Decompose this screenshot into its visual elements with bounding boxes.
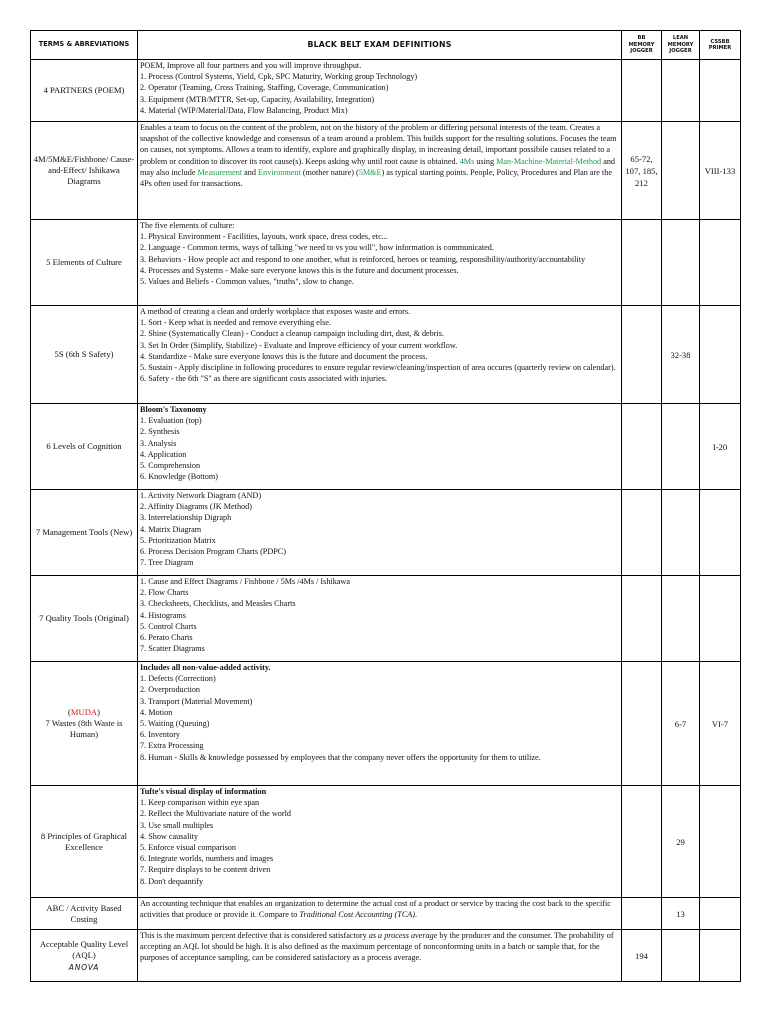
- definition-line: 1. Cause and Effect Diagrams / Fishbone / 5Ms /4Ms / Ishikawa: [140, 577, 350, 586]
- definitions-page: [30, 30, 740, 982]
- definition-line: 1. Activity Network Diagram (AND): [140, 491, 262, 500]
- definition-cell: [138, 576, 622, 662]
- term-text: 7 Wastes (8th Waste is Human): [45, 718, 123, 739]
- term-cell: 5S (6th S Safety): [31, 306, 138, 404]
- definition-cell: [138, 306, 622, 404]
- definition-cell: [138, 220, 622, 306]
- table-row: [31, 930, 741, 982]
- primer-ref-cell: [700, 898, 741, 930]
- definition-line: 7. Scatter Diagrams: [140, 644, 205, 654]
- definition-line: 3. Behaviors - How people act and respond to one another, what is reinforced, heroes or teaming, responsibility/authority/accountability: [140, 254, 586, 264]
- definition-cell: [138, 60, 622, 122]
- definition-text: .: [415, 910, 418, 920]
- lean-ref-cell: 32-38: [662, 306, 700, 404]
- definition-line: 6. Perato Charts: [140, 633, 193, 643]
- definition-text: This is the maximum percent defective that is considered satisfactory: [140, 931, 369, 940]
- term-cell: 4 PARTNERS (POEM): [31, 60, 138, 122]
- definition-line: 6. Integrate worlds, numbers and images: [140, 854, 274, 864]
- definition-line: 3. Equipment (MTB/MTTR, Set-up, Capacity, Availability, Integration): [140, 94, 375, 104]
- highlight-environment: Environment: [258, 167, 301, 177]
- definition-line: 4. Processes and Systems - Make sure everyone knows this is the future and document processes.: [140, 265, 459, 275]
- term-paren: (: [67, 707, 71, 717]
- table-row: [31, 122, 741, 220]
- header-bb-memory-jogger: BB MEMORY JOGGER: [622, 31, 662, 60]
- primer-ref-cell: I-20: [700, 404, 741, 490]
- table-row: [31, 786, 741, 898]
- lean-ref-cell: 29: [662, 786, 700, 898]
- definition-text: (mother nature) (: [300, 167, 359, 177]
- definition-line: 2. Flow Charts: [140, 588, 189, 598]
- bb-ref-cell: [622, 576, 662, 662]
- primer-ref-cell: VIII-133: [700, 122, 741, 220]
- highlight-5me: 5M&E: [358, 167, 382, 177]
- bb-ref-cell: [622, 60, 662, 122]
- definition-line: 3. Analysis: [140, 438, 177, 448]
- definition-text: using: [474, 156, 497, 166]
- definition-line: 4. Standardize - Make sure everyone knows this is the future and document the process.: [140, 351, 428, 361]
- lean-ref-cell: [662, 930, 700, 982]
- definition-cell: [138, 490, 622, 576]
- definition-italic: Traditional Cost Accounting (TCA): [299, 910, 416, 920]
- bb-ref-cell: [622, 898, 662, 930]
- definition-line: 5. Values and Beliefs - Common values, "truths", slow to change.: [140, 277, 354, 287]
- highlight-4m-list: Man-Machine-Material-Method: [496, 156, 602, 166]
- term-cell: 5 Elements of Culture: [31, 220, 138, 306]
- definition-line: 1. Keep comparison within eye span: [140, 798, 260, 808]
- definition-line: 2. Language - Common terms, ways of talking "we need to vs you will", how information is communicated.: [140, 243, 494, 253]
- lean-ref-cell: 6-7: [662, 662, 700, 786]
- term-paren: ): [97, 707, 100, 717]
- definition-line: 2. Synthesis: [140, 427, 180, 437]
- definition-line: 4. Application: [140, 449, 187, 459]
- definition-line: 7. Extra Processing: [140, 741, 204, 751]
- definition-line: 3. Use small multiples: [140, 820, 214, 830]
- term-cell: 4M/5M&E/Fishbone/ Cause-and-Effect/ Ishikawa Diagrams: [31, 122, 138, 220]
- primer-ref-cell: [700, 490, 741, 576]
- bb-ref-cell: [622, 490, 662, 576]
- definition-line: POEM, Improve all four partners and you will improve throughput.: [140, 61, 362, 70]
- definition-line: 5. Waiting (Queuing): [140, 719, 210, 729]
- definition-line: 7. Tree Diagram: [140, 558, 194, 568]
- lean-ref-cell: [662, 60, 700, 122]
- lean-ref-cell: 13: [662, 898, 700, 930]
- header-definitions: BLACK BELT EXAM DEFINITIONS: [138, 31, 622, 60]
- definition-line: 4. Motion: [140, 707, 173, 717]
- definition-line: 8. Human - Skills & knowledge possessed by employees that the company never offers the opportunity for them to utilize.: [140, 752, 541, 762]
- term-cell: 8 Principles of Graphical Excellence: [31, 786, 138, 898]
- definition-line: 8. Don't dequantify: [140, 876, 204, 886]
- definition-line: 1. Process (Control Systems, Yield, Cpk, SPC Maturity, Working group Technology): [140, 72, 418, 82]
- definition-heading: Includes all non-value-added activity.: [140, 663, 271, 672]
- bb-ref-cell: [622, 404, 662, 490]
- term-cell: 6 Levels of Cognition: [31, 404, 138, 490]
- table-row: [31, 306, 741, 404]
- primer-ref-cell: [700, 786, 741, 898]
- header-terms: TERMS & ABREVIATIONS: [31, 31, 138, 60]
- term-cell: ABC / Activity Based Costing: [31, 898, 138, 930]
- definition-cell: [138, 122, 622, 220]
- header-cssbb-primer: CSSBB PRIMER: [700, 31, 741, 60]
- table-row: [31, 404, 741, 490]
- primer-ref-cell: [700, 60, 741, 122]
- definition-line: 1. Defects (Correction): [140, 674, 216, 684]
- term-muda: MUDA: [70, 707, 98, 717]
- lean-ref-cell: [662, 220, 700, 306]
- definition-line: 6. Safety - the 6th "S" as there are significant costs associated with injuries.: [140, 374, 388, 384]
- definition-line: 3. Transport (Material Movement): [140, 696, 253, 706]
- term-cell: [31, 930, 138, 982]
- definition-line: 5. Sustain - Apply discipline in following procedures to ensure regular review/cleaning/inspection of area occures (quarterly review on calendar).: [140, 363, 616, 373]
- definition-cell: [138, 662, 622, 786]
- lean-ref-cell: [662, 576, 700, 662]
- definition-line: 2. Shine (Systematically Clean) - Conduct a cleanup campaign including dirt, dust, & debris.: [140, 329, 445, 339]
- definition-line: 3. Interrelationship Digraph: [140, 513, 232, 523]
- primer-ref-cell: [700, 220, 741, 306]
- table-row: [31, 490, 741, 576]
- handwritten-note: ANOVA: [68, 962, 100, 972]
- highlight-measurement: Measurement: [197, 167, 243, 177]
- header-row: [31, 31, 741, 60]
- primer-ref-cell: [700, 306, 741, 404]
- term-text: Acceptable Quality Level (AQL): [39, 938, 129, 960]
- lean-ref-cell: [662, 490, 700, 576]
- definition-line: 4. Histograms: [140, 610, 186, 620]
- definition-cell: [138, 930, 622, 982]
- definition-heading: Tufte's visual display of information: [140, 787, 267, 796]
- bb-ref-cell: 194: [622, 930, 662, 982]
- term-cell: 7 Quality Tools (Original): [31, 576, 138, 662]
- primer-ref-cell: [700, 576, 741, 662]
- definition-heading: Bloom's Taxonomy: [140, 405, 207, 414]
- definition-cell: [138, 898, 622, 930]
- term-cell: 7 Management Tools (New): [31, 490, 138, 576]
- definition-line: 3. Set In Order (Simplify, Stabilize) - Evaluate and Improve efficiency of your current workflow.: [140, 340, 458, 350]
- definition-line: 1. Sort - Keep what is needed and remove everything else.: [140, 318, 331, 328]
- table-row: [31, 576, 741, 662]
- table-row: [31, 898, 741, 930]
- bb-ref-cell: 65-72, 107, 185, 212: [622, 122, 662, 220]
- highlight-4ms: 4Ms: [459, 156, 475, 166]
- definition-text: Enables a team to focus on the content of the problem, not on the history of the problem or differing personal interests of the team. Creates a snapshot of the collective knowledge and consensus of a team around a problem. This builds support for the resulting solutions. Focuses the team on causes, not symptoms. Allows a team to identify, explore and graphically display, in increasing detail, important possibile causes related to a problem or condition to discover its root cause(s). Keeps asking why until root cause is obtained.: [140, 123, 617, 166]
- definition-line: 6. Knowledge (Bottom): [140, 472, 218, 482]
- definition-line: 5. Control Charts: [140, 621, 197, 631]
- definition-line: 3. Checksheets, Checklists, and Measles Charts: [140, 599, 296, 609]
- definition-line: 2. Affinity Diagrams (JK Method): [140, 502, 252, 512]
- lean-ref-cell: [662, 122, 700, 220]
- definition-text: and may also include: [140, 156, 616, 177]
- definition-line: 2. Overproduction: [140, 685, 201, 695]
- definition-line: 6. Process Decision Program Charts (PDPC): [140, 547, 286, 557]
- definition-line: 5. Enforce visual comparison: [140, 843, 236, 853]
- definition-text: ) as typical starting points. People, Policy, Procedures and Plan are the 4Ps often used for transactions.: [140, 167, 612, 189]
- definition-line: 7. Require displays to be content driven: [140, 865, 271, 875]
- definition-line: 4. Show causality: [140, 831, 198, 841]
- definition-line: 6. Inventory: [140, 730, 181, 740]
- definition-cell: [138, 404, 622, 490]
- definition-line: The five elements of culture:: [140, 221, 235, 230]
- primer-ref-cell: [700, 930, 741, 982]
- bb-ref-cell: [622, 220, 662, 306]
- definition-line: 5. Comprehension: [140, 461, 201, 471]
- bb-ref-cell: [622, 306, 662, 404]
- table-row: [31, 662, 741, 786]
- definition-text: by the producer and the consumer. The probability of accepting an AQL lot should be high. It is also defined as the maximum percentage of nonconforming units in a batch or sample that, for the purposes of acceptance sampling, can be considered satisfactory as a process average.: [140, 931, 614, 963]
- table-row: [31, 220, 741, 306]
- definition-line: A method of creating a clean and orderly workplace that exposes waste and errors.: [140, 307, 411, 316]
- definition-text: and: [242, 167, 259, 177]
- primer-ref-cell: VI-7: [700, 662, 741, 786]
- definition-line: 4. Matrix Diagram: [140, 524, 202, 534]
- definitions-table: [30, 30, 741, 982]
- definition-line: 5. Prioritization Matrix: [140, 535, 216, 545]
- definition-italic: as a process average: [368, 931, 438, 940]
- bb-ref-cell: [622, 786, 662, 898]
- header-lean-memory-jogger: LEAN MEMORY JOGGER: [662, 31, 700, 60]
- lean-ref-cell: [662, 404, 700, 490]
- definition-line: 2. Reflect the Multivariate nature of the world: [140, 809, 291, 819]
- definition-line: 1. Evaluation (top): [140, 416, 202, 426]
- definition-line: 1. Physical Environment - Facilities, layouts, work space, dress codes, etc...: [140, 232, 388, 242]
- definition-line: 2. Operator (Teaming, Cross Training, Staffing, Coverage, Communication): [140, 83, 389, 93]
- definition-cell: [138, 786, 622, 898]
- definition-line: 4. Material (WIP/Material/Data, Flow Balancing, Product Mix): [140, 105, 348, 115]
- bb-ref-cell: [622, 662, 662, 786]
- definition-text: An accounting technique that enables an organization to determine the actual cost of a product or service by tracing the cost back to the specific activities that produce or provide it. Compare to: [140, 899, 611, 920]
- term-cell: [31, 662, 138, 786]
- table-row: [31, 60, 741, 122]
